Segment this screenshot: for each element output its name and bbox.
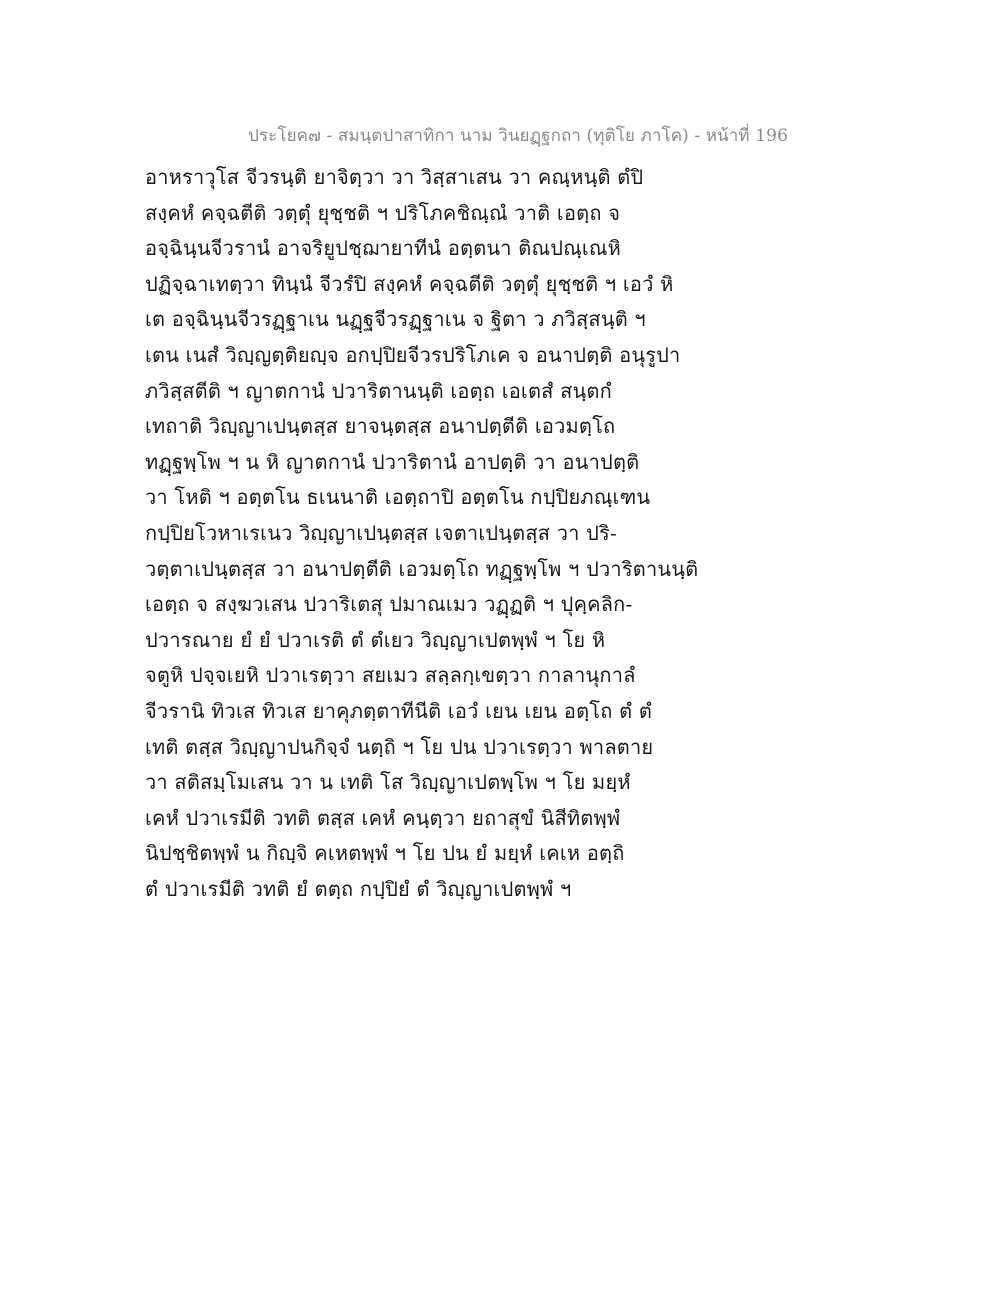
text-line: ปวารณาย ยํ ยํ ปวาเรติ ตํ ตํเยว วิญฺญาเปตพฺพํ ฯ โย หิ: [145, 627, 606, 652]
text-line: อจฺฉินฺนจีวรานํ อาจริยูปชฺฌายาทีนํ อตฺตนา ติณปณฺเณหิ: [145, 236, 622, 261]
text-line: อาหราวุโส จีวรนฺติ ยาจิตฺวา วา วิสฺสาเสน วา คณฺหนฺติ ตํปิ: [145, 165, 644, 189]
text-line: เอตฺถ จ สงฺฆวเสน ปวาริเตสุ ปมาณเมว วฏฺฏติ ฯ ปุคฺคลิก-: [145, 592, 633, 617]
text-line: จีวรานิ ทิวเส ทิวเส ยาคุภตฺตาทีนีติ เอวํ เยน เยน อตฺโถ ตํ ตํ: [145, 698, 653, 723]
text-line: วตฺตาเปนฺตสฺส วา อนาปตฺตีติ เอวมตฺโถ ทฏฺฐพฺโพ ฯ ปวาริตานนฺติ: [145, 556, 699, 581]
text-line: สงฺคหํ คจฺฉตีติ วตฺตุํ ยุชฺชติ ฯ ปริโภคชิณฺณํ วาติ เอตฺถ จ: [145, 200, 621, 225]
text-line: ภวิสฺสตีติ ฯ ญาตกานํ ปวาริตานนฺติ เอตฺถ เอเตสํ สนฺตกํ: [145, 378, 612, 403]
text-line: ปฏิจฺฉาเทตฺวา ทินฺนํ จีวรํปิ สงฺคหํ คจฺฉตีติ วตฺตุํ ยุชฺชติ ฯ เอวํ หิ: [145, 271, 674, 296]
page-header: ประโยค๗ - สมนฺตปาสาทิกา นาม วินยฏฺฐกถา (ทุติโย ภาโค) - หน้าที่ 196: [248, 126, 788, 146]
text-line: นิปชฺชิตพฺพํ น กิญฺจิ คเหตพฺพํ ฯ โย ปน ยํ มยฺหํ เคเห อตฺถิ: [145, 841, 625, 866]
text-line: กปฺปิยโวหาเรเนว วิญฺญาเปนฺตสฺส เจตาเปนฺตสฺส วา ปริ-: [145, 520, 617, 545]
text-line: วา สติสมฺโมเสน วา น เทติ โส วิญฺญาเปตพฺโพ ฯ โย มยฺหํ: [145, 770, 631, 795]
text-line: จตูหิ ปจฺจเยหิ ปวาเรตฺวา สยเมว สลฺลกฺเขตฺวา กาลานุกาลํ: [145, 663, 636, 688]
text-line: ตํ ปวาเรมีติ วทติ ยํ ตตฺถ กปฺปิยํ ตํ วิญฺญาเปตพฺพํ ฯ: [145, 876, 572, 901]
text-line: เตน เนสํ วิญฺญตฺติยญฺจ อกปฺปิยจีวรปริโภเค จ อนาปตฺติ อนุรูปา: [145, 342, 681, 367]
page-body: [145, 160, 845, 907]
text-line: เคหํ ปวาเรมีติ วทติ ตสฺส เคหํ คนฺตฺวา ยถาสุขํ นิสีทิตพฺพํ: [145, 805, 621, 830]
text-line: เทถาติ วิญฺญาเปนฺตสฺส ยาจนฺตสฺส อนาปตฺตีติ เอวมตฺโถ: [145, 414, 616, 439]
text-line: ทฏฺฐพฺโพ ฯ น หิ ญาตกานํ ปวาริตานํ อาปตฺติ วา อนาปตฺติ: [145, 449, 640, 474]
text-line: เทติ ตสฺส วิญฺญาปนกิจฺจํ นตฺถิ ฯ โย ปน ปวาเรตฺวา พาลตาย: [145, 734, 654, 759]
text-line: วา โหติ ฯ อตฺตโน ธเนนาติ เอตฺถาปิ อตฺตโน กปฺปิยภณฺเฑน: [145, 485, 651, 510]
text-line: เต อจฺฉินฺนจีวรฏฺฐาเน นฏฺฐจีวรฏฺฐาเน จ ฐิตา ว ภวิสฺสนฺติ ฯ: [145, 307, 646, 332]
